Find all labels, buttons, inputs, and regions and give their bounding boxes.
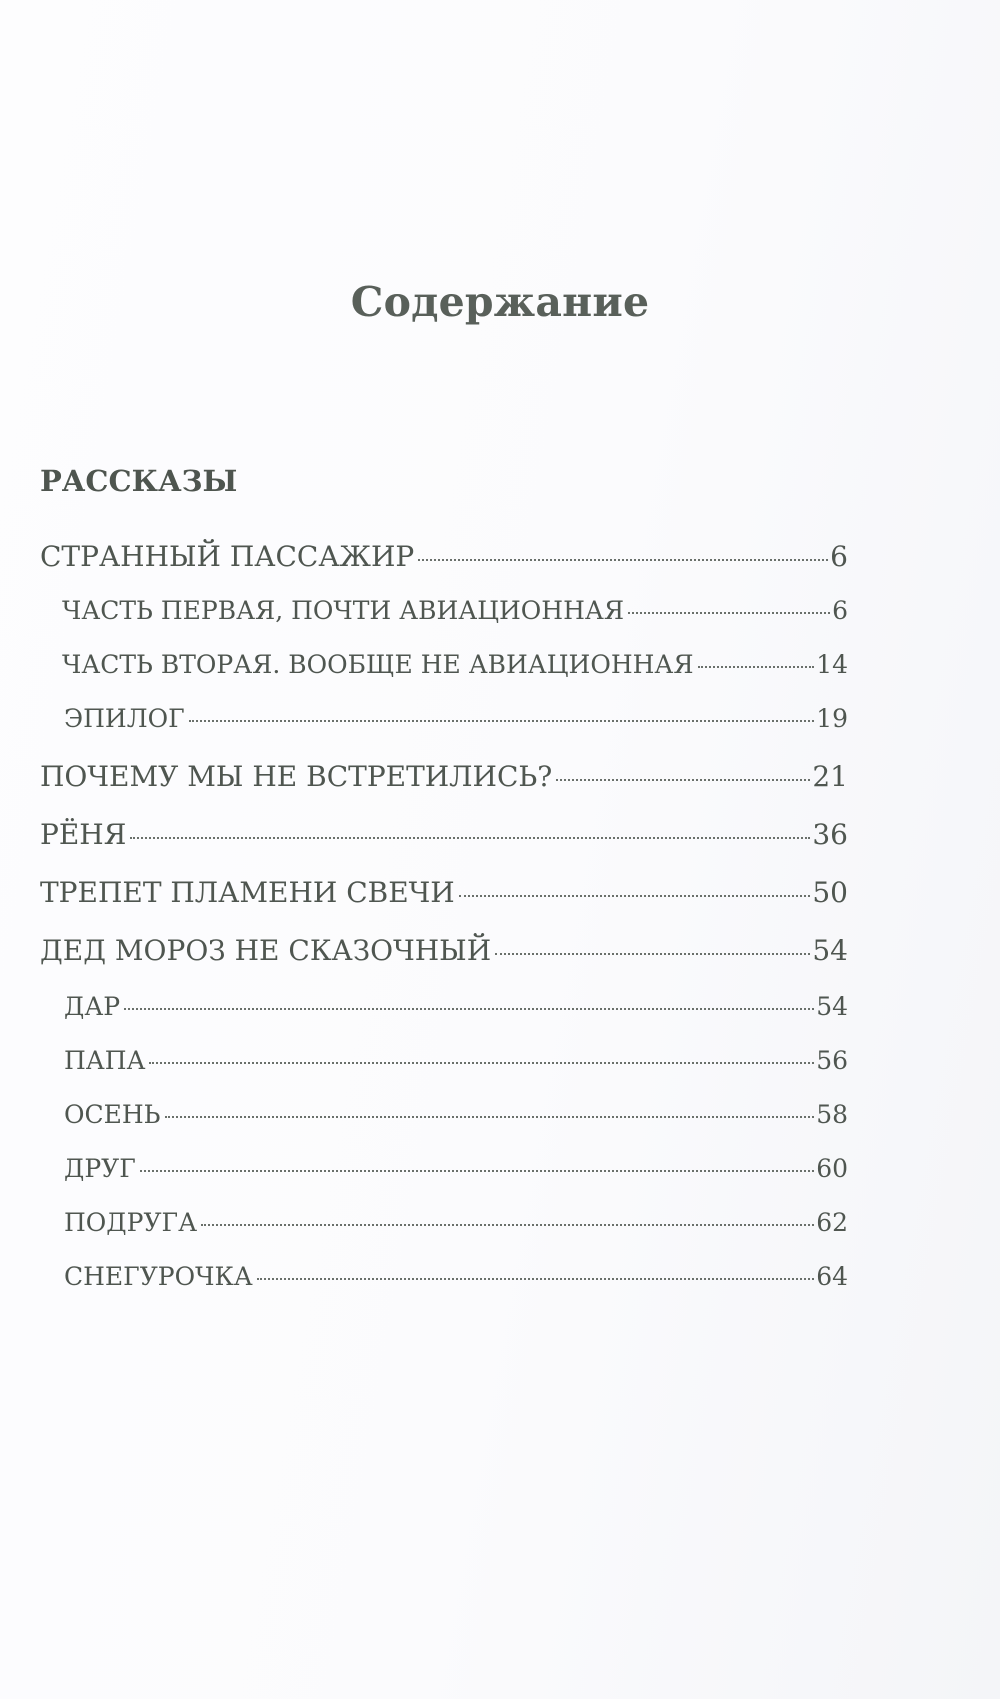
toc-entry[interactable] — [40, 760, 848, 793]
toc-dot-leader — [698, 666, 815, 668]
toc-page-number: 36 — [812, 818, 848, 851]
toc-entry-label: СТРАННЫЙ ПАССАЖИР — [40, 540, 415, 573]
toc-entry[interactable] — [64, 1154, 848, 1183]
toc-entry-label: ДАР — [64, 992, 121, 1021]
toc-entry[interactable] — [62, 650, 848, 679]
toc-page-number: 62 — [816, 1208, 848, 1237]
toc-dot-leader — [257, 1278, 814, 1280]
toc-entry[interactable] — [64, 704, 848, 733]
toc-entry-label: ДЕД МОРОЗ НЕ СКАЗОЧНЫЙ — [40, 934, 492, 967]
toc-entry-label: ДРУГ — [64, 1154, 136, 1183]
toc-page-number: 50 — [812, 876, 848, 909]
toc-dot-leader — [189, 720, 815, 722]
toc-entry-label: ПОДРУГА — [64, 1208, 197, 1237]
toc-page-number: 54 — [816, 992, 848, 1021]
toc-entry-label: ПОЧЕМУ МЫ НЕ ВСТРЕТИЛИСЬ? — [40, 760, 553, 793]
toc-entry[interactable] — [40, 540, 848, 573]
toc-dot-leader — [201, 1224, 814, 1226]
toc-entry[interactable] — [64, 1046, 848, 1075]
toc-entry-label: ОСЕНЬ — [64, 1100, 161, 1129]
toc-page-number: 60 — [816, 1154, 848, 1183]
toc-entry-label: ПАПА — [64, 1046, 146, 1075]
toc-page-number: 19 — [816, 704, 848, 733]
toc-page-number: 58 — [816, 1100, 848, 1129]
toc-entry-label: ЭПИЛОГ — [64, 704, 185, 733]
toc-page-number: 64 — [816, 1262, 848, 1291]
toc-dot-leader — [140, 1170, 814, 1172]
toc-entry[interactable] — [40, 876, 848, 909]
toc-entry-label: ТРЕПЕТ ПЛАМЕНИ СВЕЧИ — [40, 876, 455, 909]
toc-entry[interactable] — [64, 1208, 848, 1237]
toc-dot-leader — [418, 559, 828, 561]
toc-dot-leader — [165, 1116, 815, 1118]
section-heading: РАССКАЗЫ — [40, 464, 238, 498]
toc-entry-label: РЁНЯ — [40, 818, 127, 851]
toc-page-number: 6 — [830, 540, 848, 573]
toc-entry[interactable] — [40, 934, 848, 967]
toc-dot-leader — [459, 895, 811, 897]
toc-dot-leader — [124, 1008, 814, 1010]
toc-entry[interactable] — [40, 818, 848, 851]
toc-entry[interactable] — [62, 596, 848, 625]
toc-page-number: 54 — [812, 934, 848, 967]
toc-dot-leader — [628, 612, 830, 614]
toc-entry-label: ЧАСТЬ ВТОРАЯ. ВООБЩЕ НЕ АВИАЦИОННАЯ — [62, 650, 694, 679]
toc-page-number: 6 — [832, 596, 848, 625]
toc-page-number: 21 — [812, 760, 848, 793]
toc-entry-label: ЧАСТЬ ПЕРВАЯ, ПОЧТИ АВИАЦИОННАЯ — [62, 596, 625, 625]
toc-entry-label: СНЕГУРОЧКА — [64, 1262, 253, 1291]
toc-dot-leader — [130, 837, 810, 839]
toc-page-number: 14 — [816, 650, 848, 679]
toc-entry[interactable] — [64, 992, 848, 1021]
toc-dot-leader — [556, 779, 810, 781]
toc-dot-leader — [495, 953, 810, 955]
toc-page-number: 56 — [816, 1046, 848, 1075]
page-title: Содержание — [350, 278, 650, 326]
toc-dot-leader — [149, 1062, 814, 1064]
toc-entry[interactable] — [64, 1262, 848, 1291]
toc-entry[interactable] — [64, 1100, 848, 1129]
